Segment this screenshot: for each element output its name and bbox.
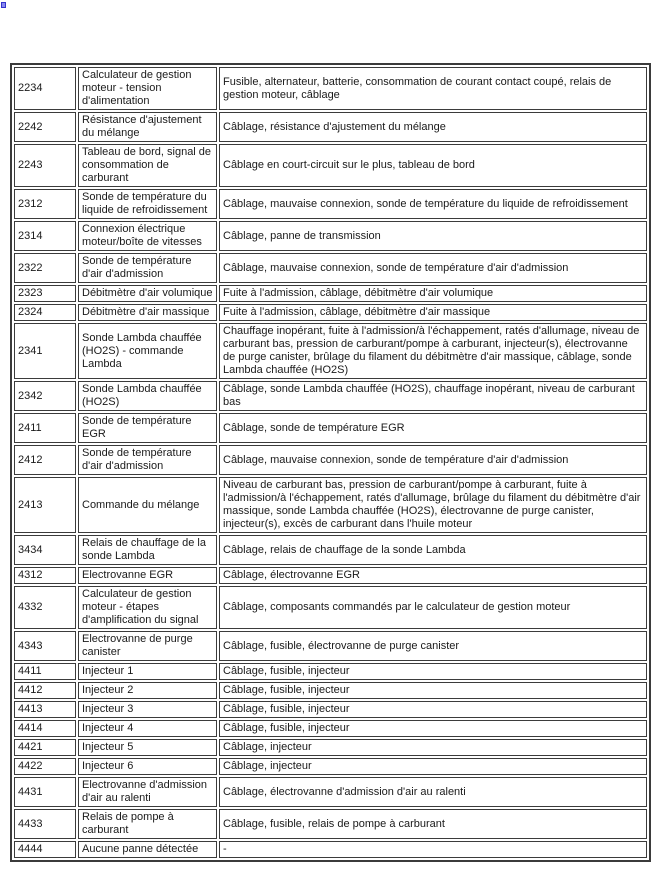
table-row <box>14 144 647 187</box>
component-cell: Aucune panne détectée <box>78 841 217 858</box>
component-cell: Commande du mélange <box>78 477 217 533</box>
causes-cell: Câblage, fusible, injecteur <box>219 663 647 680</box>
causes-cell: Câblage, injecteur <box>219 739 647 756</box>
table-row <box>14 701 647 718</box>
causes-cell: Câblage en court-circuit sur le plus, tableau de bord <box>219 144 647 187</box>
causes-cell: Câblage, mauvaise connexion, sonde de température du liquide de refroidissement <box>219 189 647 219</box>
causes-cell: Câblage, fusible, électrovanne de purge canister <box>219 631 647 661</box>
table-row <box>14 567 647 584</box>
table-row <box>14 758 647 775</box>
component-cell: Injecteur 6 <box>78 758 217 775</box>
causes-cell: Câblage, électrovanne d'admission d'air au ralenti <box>219 777 647 807</box>
component-cell: Sonde de température EGR <box>78 413 217 443</box>
component-cell: Electrovanne EGR <box>78 567 217 584</box>
table-row <box>14 777 647 807</box>
broken-image-icon <box>1 2 6 8</box>
component-cell: Injecteur 1 <box>78 663 217 680</box>
causes-cell: Câblage, mauvaise connexion, sonde de température d'air d'admission <box>219 253 647 283</box>
code-cell: 4414 <box>14 720 76 737</box>
table-row <box>14 413 647 443</box>
component-cell: Relais de chauffage de la sonde Lambda <box>78 535 217 565</box>
causes-cell: Câblage, sonde Lambda chauffée (HO2S), chauffage inopérant, niveau de carburant bas <box>219 381 647 411</box>
component-cell: Sonde Lambda chauffée (HO2S) <box>78 381 217 411</box>
component-cell: Calculateur de gestion moteur - étapes d'amplification du signal <box>78 586 217 629</box>
code-cell: 4332 <box>14 586 76 629</box>
causes-cell: Câblage, relais de chauffage de la sonde Lambda <box>219 535 647 565</box>
code-cell: 4433 <box>14 809 76 839</box>
component-cell: Débitmètre d'air massique <box>78 304 217 321</box>
component-cell: Injecteur 5 <box>78 739 217 756</box>
table-row <box>14 586 647 629</box>
causes-cell: Niveau de carburant bas, pression de carburant/pompe à carburant, fuite à l'admission/à l'échappement, ratés d'allumage, brûlage du filament du débitmètre d'air massique, sonde Lambda chauffée (HO2S), électrovanne de purge canister, injecteur(s), excès de carburant dans l'huile moteur <box>219 477 647 533</box>
table-row <box>14 631 647 661</box>
code-cell: 4431 <box>14 777 76 807</box>
table-row <box>14 67 647 110</box>
causes-cell: Câblage, fusible, relais de pompe à carburant <box>219 809 647 839</box>
code-cell: 2324 <box>14 304 76 321</box>
code-cell: 2322 <box>14 253 76 283</box>
causes-cell: Fuite à l'admission, câblage, débitmètre d'air massique <box>219 304 647 321</box>
causes-cell: Câblage, sonde de température EGR <box>219 413 647 443</box>
component-cell: Sonde de température du liquide de refroidissement <box>78 189 217 219</box>
table-row <box>14 112 647 142</box>
table-row <box>14 285 647 302</box>
component-cell: Injecteur 4 <box>78 720 217 737</box>
causes-cell: Câblage, composants commandés par le calculateur de gestion moteur <box>219 586 647 629</box>
component-cell: Relais de pompe à carburant <box>78 809 217 839</box>
fault-code-table <box>10 63 651 862</box>
causes-cell: Câblage, résistance d'ajustement du mélange <box>219 112 647 142</box>
code-cell: 2323 <box>14 285 76 302</box>
code-cell: 4412 <box>14 682 76 699</box>
code-cell: 2243 <box>14 144 76 187</box>
causes-cell: Câblage, fusible, injecteur <box>219 682 647 699</box>
causes-cell: Câblage, fusible, injecteur <box>219 720 647 737</box>
table-row <box>14 253 647 283</box>
component-cell: Injecteur 2 <box>78 682 217 699</box>
code-cell: 4411 <box>14 663 76 680</box>
causes-cell: Fuite à l'admission, câblage, débitmètre d'air volumique <box>219 285 647 302</box>
table-row <box>14 477 647 533</box>
code-cell: 2412 <box>14 445 76 475</box>
table-row <box>14 381 647 411</box>
causes-cell: Câblage, injecteur <box>219 758 647 775</box>
code-cell: 3434 <box>14 535 76 565</box>
code-cell: 2411 <box>14 413 76 443</box>
table-row <box>14 304 647 321</box>
component-cell: Connexion électrique moteur/boîte de vitesses <box>78 221 217 251</box>
code-cell: 2234 <box>14 67 76 110</box>
causes-cell: Fusible, alternateur, batterie, consommation de courant contact coupé, relais de gestion moteur, câblage <box>219 67 647 110</box>
causes-cell: Câblage, fusible, injecteur <box>219 701 647 718</box>
code-cell: 4413 <box>14 701 76 718</box>
table-row <box>14 189 647 219</box>
table-row <box>14 739 647 756</box>
code-cell: 4421 <box>14 739 76 756</box>
component-cell: Electrovanne de purge canister <box>78 631 217 661</box>
code-cell: 4343 <box>14 631 76 661</box>
table-row <box>14 221 647 251</box>
component-cell: Résistance d'ajustement du mélange <box>78 112 217 142</box>
table-row <box>14 682 647 699</box>
table-row <box>14 809 647 839</box>
fault-table-body <box>14 67 647 858</box>
component-cell: Sonde Lambda chauffée (HO2S) - commande Lambda <box>78 323 217 379</box>
code-cell: 4312 <box>14 567 76 584</box>
code-cell: 2312 <box>14 189 76 219</box>
component-cell: Tableau de bord, signal de consommation de carburant <box>78 144 217 187</box>
table-row <box>14 445 647 475</box>
causes-cell: Câblage, électrovanne EGR <box>219 567 647 584</box>
code-cell: 2314 <box>14 221 76 251</box>
code-cell: 2242 <box>14 112 76 142</box>
causes-cell: Câblage, mauvaise connexion, sonde de température d'air d'admission <box>219 445 647 475</box>
code-cell: 2342 <box>14 381 76 411</box>
code-cell: 4444 <box>14 841 76 858</box>
code-cell: 4422 <box>14 758 76 775</box>
component-cell: Débitmètre d'air volumique <box>78 285 217 302</box>
table-row <box>14 720 647 737</box>
causes-cell: - <box>219 841 647 858</box>
code-cell: 2413 <box>14 477 76 533</box>
table-row <box>14 841 647 858</box>
causes-cell: Câblage, panne de transmission <box>219 221 647 251</box>
table-row <box>14 535 647 565</box>
component-cell: Calculateur de gestion moteur - tension d'alimentation <box>78 67 217 110</box>
component-cell: Sonde de température d'air d'admission <box>78 253 217 283</box>
table-row <box>14 323 647 379</box>
table-row <box>14 663 647 680</box>
component-cell: Injecteur 3 <box>78 701 217 718</box>
causes-cell: Chauffage inopérant, fuite à l'admission/à l'échappement, ratés d'allumage, niveau de carburant bas, pression de carburant/pompe à carburant, injecteur(s), électrovanne de purge canister, brûlage du filament du débitmètre d'air massique, câblage, sonde Lambda chauffée (HO2S) <box>219 323 647 379</box>
component-cell: Electrovanne d'admission d'air au ralenti <box>78 777 217 807</box>
code-cell: 2341 <box>14 323 76 379</box>
component-cell: Sonde de température d'air d'admission <box>78 445 217 475</box>
